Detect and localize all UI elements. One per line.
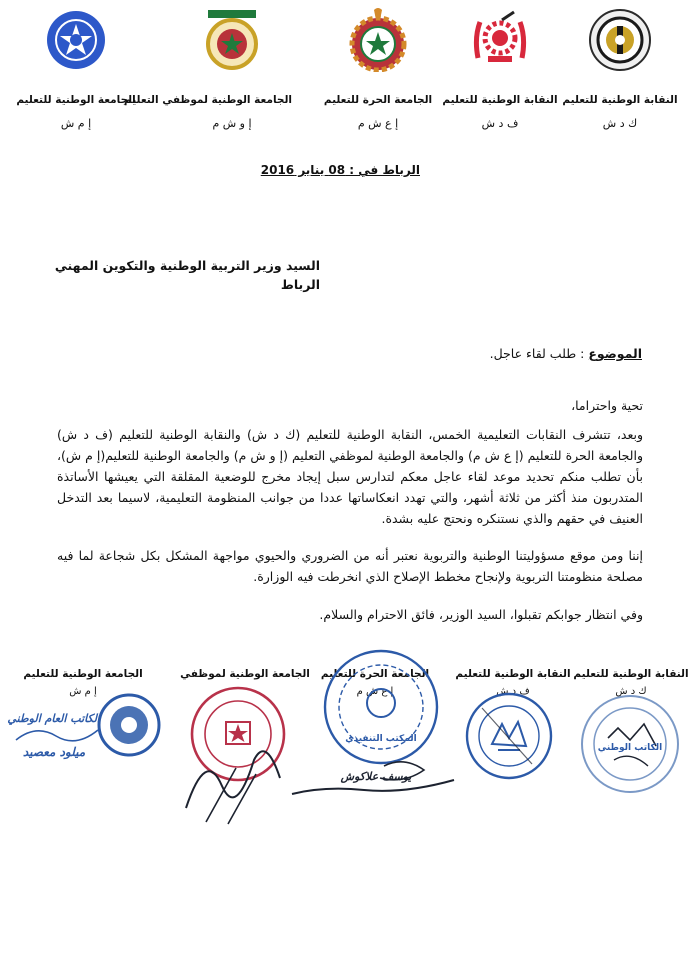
signature-3-abbr: إ ع ش م — [356, 686, 394, 697]
signature-1-abbr: ك د ش — [615, 686, 647, 697]
signature-3-handwriting — [284, 756, 464, 804]
subject-line — [380, 346, 642, 361]
signature-4-name: الجامعة الوطنية لموظفي — [180, 668, 310, 680]
union-2-name: النقابة الوطنية للتعليم — [442, 94, 558, 106]
signature-5-role: الكاتب العام الوطني — [7, 712, 100, 725]
date-line: الرباط في : 08 يناير 2016 — [260, 163, 420, 177]
union-5-logo — [44, 8, 108, 72]
stamp-1 — [578, 690, 682, 800]
signature-4-handwriting — [176, 738, 296, 828]
closing-line: وفي انتظار جوابكم تقبلوا، السيد الوزير، فائق الاحترام والسلام. — [319, 607, 643, 622]
signature-3-handwritten-name: يوسف علاكوش — [340, 770, 412, 783]
body-paragraph-2: إننا ومن موقع مسؤوليتنا الوطنية والتربوية نعتبر أنه من الضروري والحيوي مواجهة المشكل بكل شجاعة لما فيه مصلحة منظومتنا التربوية ولإنجاح مخطط الإصلاح الذي انخرطت فيه الوزارة. — [57, 548, 643, 584]
union-4-logo — [200, 8, 264, 72]
body-paragraph-1: وبعد، تتشرف النقابات التعليمية الخمس، النقابة الوطنية للتعليم (ك د ش) والنقابة الوطنية للتعليم (ف د ش) والجامعة الحرة للتعليم (إ ع ش م) والجامعة الوطنية لموظفي التعليم (إ و ش م) والجامعة الوطنية للتعليم(إ م ش)، بأن تطلب منكم تحديد موعد لقاء عاجل معكم لتدارس سبل إيجاد مخرج للوضعية المقلقة التي يعيشها الأساتذة المتدربون منذ أكثر من ثلاثة أشهر، والتي تهدد انعكاساتها عددا من جوانب المنظومة التعليمية، لاسيما بعد التدخل العنيف في حقهم والذي نستنكره ونحتج عليه بشدة. — [57, 427, 643, 526]
signature-5-person: ميلود معصيد — [22, 745, 86, 759]
subject-text: : طلب لقاء عاجل. — [489, 346, 585, 361]
union-5-name: الجامعة الوطنية للتعليم — [16, 94, 136, 106]
signature-5-name: الجامعة الوطنية للتعليم — [23, 668, 143, 680]
signature-2-name: النقابة الوطنية للتعليم — [455, 668, 571, 680]
stamp-2 — [462, 688, 556, 784]
union-1-logo — [588, 8, 652, 72]
subject-label: الموضوع — [588, 346, 642, 361]
recipient-title: السيد وزير التربية الوطنية والتكوين المهني — [54, 258, 320, 273]
union-3-abbr: إ ع ش م — [357, 116, 399, 130]
stamp-1-title: الكاتب الوطني — [597, 743, 663, 753]
greeting: تحية واحتراما، — [571, 398, 643, 413]
stamp-3-title: المكتب التنفيذي — [345, 734, 417, 744]
signature-1-name: النقابة الوطنية للتعليم — [573, 668, 689, 680]
union-header-1 — [560, 8, 680, 130]
stamp-3 — [320, 645, 442, 769]
union-5-abbr: إ م ش — [60, 116, 92, 130]
signature-2-abbr: ف د ش — [496, 686, 530, 697]
union-header-3 — [318, 8, 438, 130]
union-2-logo — [468, 8, 532, 72]
union-header-5 — [16, 8, 136, 130]
union-4-name: الجامعة الوطنية لموظفي التعليم — [124, 94, 292, 106]
union-1-abbr: ك د ش — [602, 116, 638, 130]
signature-5-abbr: إ م ش — [69, 686, 97, 697]
union-1-name: النقابة الوطنية للتعليم — [562, 94, 678, 106]
recipient-block — [54, 256, 320, 295]
union-4-abbr: إ و ش م — [212, 116, 252, 130]
signature-5-scribble — [12, 722, 102, 746]
union-header-2 — [440, 8, 560, 130]
signature-3-name: الجامعة الحرة للتعليم — [320, 668, 430, 680]
union-3-logo — [346, 8, 410, 72]
union-2-abbr: ف د ش — [481, 116, 519, 130]
recipient-city: الرباط — [280, 277, 320, 293]
stamp-5 — [96, 690, 162, 760]
union-3-name: الجامعة الحرة للتعليم — [323, 94, 433, 106]
union-header-4 — [124, 8, 292, 130]
